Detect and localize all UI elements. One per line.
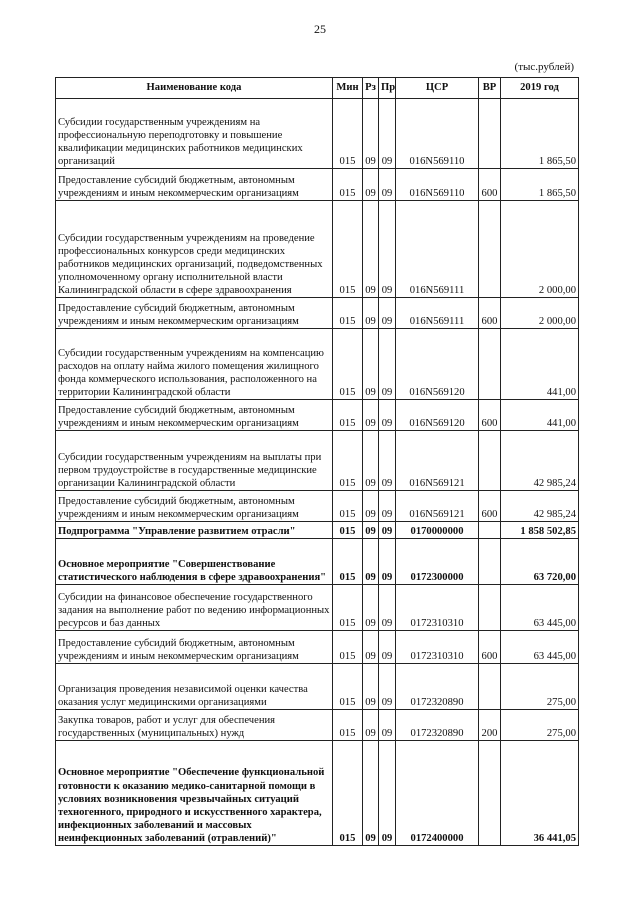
row-pr: 09	[379, 298, 396, 329]
row-vr	[479, 431, 501, 491]
units-label: (тыс.рублей)	[514, 61, 574, 73]
row-sum: 36 441,05	[501, 741, 579, 846]
row-name: Основное мероприятие "Обеспечение функциональной готовности к оказанию медико-санитарной помощи в условиях возникновения чрезвычайных ситуаций техногенного, природного и искусственного характера, инфекционных заболеваний и массовых неинфекционных заболеваний (отравлений)"	[56, 741, 333, 846]
row-csr: 0170000000	[396, 522, 479, 539]
table-row	[56, 431, 579, 491]
table-row	[56, 400, 579, 431]
row-min: 015	[333, 298, 363, 329]
row-vr: 200	[479, 710, 501, 741]
page-number: 25	[314, 22, 326, 36]
header-year: 2019 год	[501, 78, 579, 99]
row-name: Субсидии государственным учреждениям на профессиональную переподготовку и повышение квалификации медицинских работников медицинских организаций	[56, 99, 333, 169]
row-sum: 275,00	[501, 710, 579, 741]
row-rz: 09	[363, 522, 379, 539]
row-sum: 42 985,24	[501, 431, 579, 491]
row-sum: 63 445,00	[501, 585, 579, 631]
row-name: Предоставление субсидий бюджетным, автономным учреждениям и иным некоммерческим организациям	[56, 631, 333, 664]
header-rz: Рз	[363, 78, 379, 99]
budget-table	[55, 77, 579, 846]
row-pr: 09	[379, 201, 396, 298]
row-vr: 600	[479, 298, 501, 329]
row-pr: 09	[379, 169, 396, 201]
row-rz: 09	[363, 201, 379, 298]
table-row	[56, 329, 579, 400]
row-name: Субсидии на финансовое обеспечение государственного задания на выполнение работ по ведению информационных ресурсов и баз данных	[56, 585, 333, 631]
row-pr: 09	[379, 400, 396, 431]
table-row	[56, 201, 579, 298]
row-csr: 0172400000	[396, 741, 479, 846]
row-csr: 0172320890	[396, 710, 479, 741]
row-vr	[479, 522, 501, 539]
row-csr: 016N569120	[396, 329, 479, 400]
row-min: 015	[333, 99, 363, 169]
row-min: 015	[333, 585, 363, 631]
table-row	[56, 522, 579, 539]
row-vr	[479, 539, 501, 585]
row-name: Субсидии государственным учреждениям на проведение профессиональных конкурсов среди медицинских работников медицинских организаций, подведомственных уполномоченному органу исполнительной власти Калининградской области в сфере здравоохранения	[56, 201, 333, 298]
row-csr: 0172310310	[396, 585, 479, 631]
row-rz: 09	[363, 664, 379, 710]
row-rz: 09	[363, 710, 379, 741]
table-row	[56, 664, 579, 710]
row-rz: 09	[363, 631, 379, 664]
row-name: Субсидии государственным учреждениям на выплаты при первом трудоустройстве в государственные медицинские организации Калининградской области	[56, 431, 333, 491]
row-pr: 09	[379, 539, 396, 585]
table-row	[56, 741, 579, 846]
row-sum: 275,00	[501, 664, 579, 710]
header-vr: ВР	[479, 78, 501, 99]
header-min: Мин	[333, 78, 363, 99]
row-sum: 42 985,24	[501, 491, 579, 522]
header-name: Наименование кода	[56, 78, 333, 99]
row-min: 015	[333, 491, 363, 522]
row-pr: 09	[379, 631, 396, 664]
row-csr: 016N569111	[396, 201, 479, 298]
row-vr: 600	[479, 400, 501, 431]
table-row	[56, 585, 579, 631]
table-row	[56, 631, 579, 664]
row-min: 015	[333, 741, 363, 846]
row-min: 015	[333, 539, 363, 585]
row-vr	[479, 201, 501, 298]
table-row	[56, 99, 579, 169]
row-sum: 2 000,00	[501, 298, 579, 329]
row-min: 015	[333, 431, 363, 491]
row-name: Предоставление субсидий бюджетным, автономным учреждениям и иным некоммерческим организациям	[56, 169, 333, 201]
row-min: 015	[333, 664, 363, 710]
row-pr: 09	[379, 431, 396, 491]
row-sum: 441,00	[501, 329, 579, 400]
row-sum: 2 000,00	[501, 201, 579, 298]
row-vr: 600	[479, 631, 501, 664]
row-min: 015	[333, 522, 363, 539]
row-name: Закупка товаров, работ и услуг для обеспечения государственных (муниципальных) нужд	[56, 710, 333, 741]
row-pr: 09	[379, 491, 396, 522]
row-name: Субсидии государственным учреждениям на компенсацию расходов на оплату найма жилого помещения жилищного фонда коммерческого использования, расположенного на территории Калининградской области	[56, 329, 333, 400]
row-csr: 016N569110	[396, 169, 479, 201]
row-pr: 09	[379, 710, 396, 741]
row-sum: 1 865,50	[501, 99, 579, 169]
row-csr: 016N569111	[396, 298, 479, 329]
table-row	[56, 169, 579, 201]
row-rz: 09	[363, 329, 379, 400]
row-rz: 09	[363, 539, 379, 585]
row-rz: 09	[363, 431, 379, 491]
table-row	[56, 491, 579, 522]
row-pr: 09	[379, 99, 396, 169]
table-row	[56, 710, 579, 741]
row-rz: 09	[363, 298, 379, 329]
row-pr: 09	[379, 329, 396, 400]
row-sum: 63 445,00	[501, 631, 579, 664]
row-sum: 1 865,50	[501, 169, 579, 201]
header-csr: ЦСР	[396, 78, 479, 99]
row-vr	[479, 329, 501, 400]
row-rz: 09	[363, 400, 379, 431]
row-sum: 441,00	[501, 400, 579, 431]
row-csr: 016N569120	[396, 400, 479, 431]
row-rz: 09	[363, 169, 379, 201]
row-name: Предоставление субсидий бюджетным, автономным учреждениям и иным некоммерческим организациям	[56, 491, 333, 522]
row-rz: 09	[363, 585, 379, 631]
row-pr: 09	[379, 741, 396, 846]
row-vr: 600	[479, 169, 501, 201]
row-min: 015	[333, 710, 363, 741]
row-sum: 1 858 502,85	[501, 522, 579, 539]
row-vr	[479, 664, 501, 710]
row-rz: 09	[363, 99, 379, 169]
table-header-row	[56, 78, 579, 99]
row-pr: 09	[379, 664, 396, 710]
row-rz: 09	[363, 741, 379, 846]
header-pr: Пр	[379, 78, 396, 99]
row-vr	[479, 99, 501, 169]
row-pr: 09	[379, 522, 396, 539]
row-name: Организация проведения независимой оценки качества оказания услуг медицинскими организациями	[56, 664, 333, 710]
row-name: Предоставление субсидий бюджетным, автономным учреждениям и иным некоммерческим организациям	[56, 298, 333, 329]
table-row	[56, 298, 579, 329]
row-csr: 016N569121	[396, 491, 479, 522]
row-min: 015	[333, 201, 363, 298]
row-csr: 0172300000	[396, 539, 479, 585]
row-csr: 016N569121	[396, 431, 479, 491]
row-vr	[479, 741, 501, 846]
row-name: Подпрограмма "Управление развитием отрасли"	[56, 522, 333, 539]
row-rz: 09	[363, 491, 379, 522]
row-min: 015	[333, 631, 363, 664]
table-row	[56, 539, 579, 585]
row-csr: 016N569110	[396, 99, 479, 169]
row-vr: 600	[479, 491, 501, 522]
row-min: 015	[333, 169, 363, 201]
row-vr	[479, 585, 501, 631]
row-csr: 0172320890	[396, 664, 479, 710]
row-sum: 63 720,00	[501, 539, 579, 585]
row-csr: 0172310310	[396, 631, 479, 664]
row-min: 015	[333, 400, 363, 431]
row-name: Основное мероприятие "Совершенствование статистического наблюдения в сфере здравоохранения"	[56, 539, 333, 585]
row-name: Предоставление субсидий бюджетным, автономным учреждениям и иным некоммерческим организациям	[56, 400, 333, 431]
row-pr: 09	[379, 585, 396, 631]
row-min: 015	[333, 329, 363, 400]
